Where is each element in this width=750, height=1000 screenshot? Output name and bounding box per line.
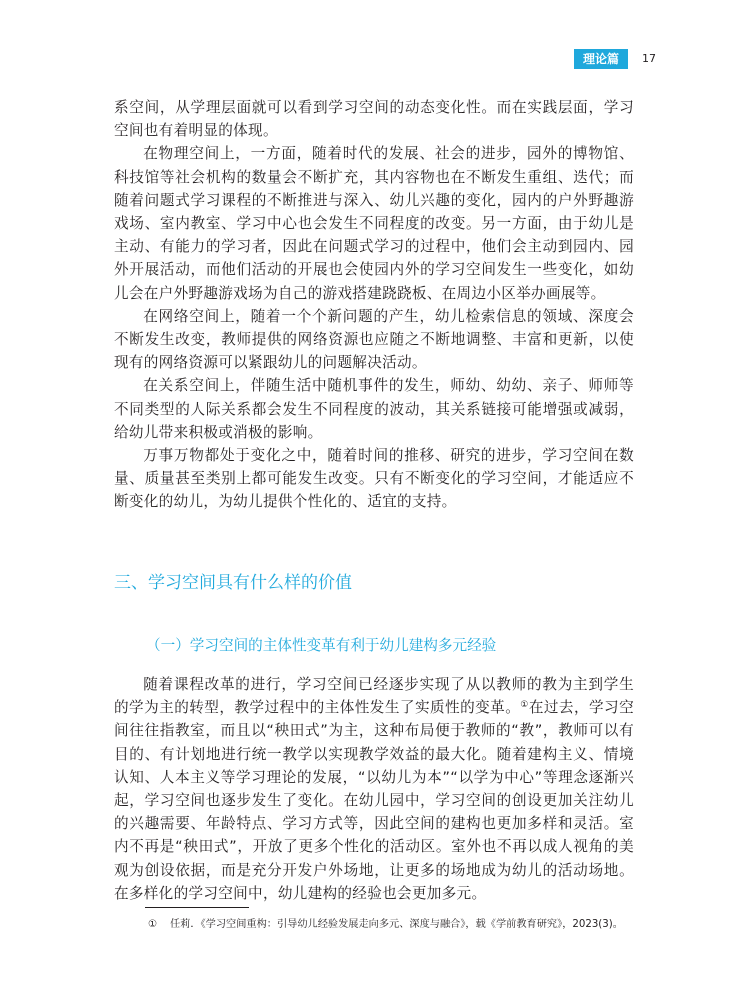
paragraph: 万事万物都处于变化之中，随着时间的推移、研究的进步，学习空间在数量、质量甚至类别上都可能发生改变。只有不断变化的学习空间，才能适应不断变化的幼儿，为幼儿提供个性化的、适宜的支持。 xyxy=(114,447,634,511)
section-heading: 三、学习空间具有什么样的价值 xyxy=(114,573,352,593)
body-text-top xyxy=(114,96,634,514)
page-number: 17 xyxy=(642,52,657,65)
footnote-reference[interactable]: ① xyxy=(520,700,529,711)
footnote-text: 任莉．《学习空间重构：引导幼儿经验发展走向多元、深度与融合》，载《学前教育研究》，2023(3)。 xyxy=(170,919,623,930)
section-tag: 理论篇 xyxy=(574,49,628,69)
paragraph: 在关系空间上，伴随生活中随机事件的发生，师幼、幼幼、亲子、师师等不同类型的人际关系都会发生不同程度的波动，其关系链接可能增强或减弱，给幼儿带来积极或消极的影响。 xyxy=(114,377,634,441)
body-text-bottom xyxy=(114,673,634,905)
paragraph: 在网络空间上，随着一个个新问题的产生，幼儿检索信息的领域、深度会不断发生改变，教师提供的网络资源也应随之不断地调整、丰富和更新，以使现有的网络资源可以紧跟幼儿的问题解决活动。 xyxy=(114,307,634,372)
paragraph: 系空间，从学理层面就可以看到学习空间的动态变化性。而在实践层面，学习空间也有着明显的体现。 xyxy=(114,99,634,140)
paragraph-part: 在过去，学习空间往往指教室，而且以“秧田式”为主，这种布局便于教师的“教”，教师可以有目的、有计划地进行统一教学以实现教学效益的最大化。随着建构主义、情境认知、人本主义等学习理论的发展，“以幼儿为本”“以学为中心”等理念逐渐兴起，学习空间也逐步发生了变化。在幼儿园中，学习空间的创设更加关注幼儿的兴趣需要、年龄特点、学习方式等，因此空间的建构也更加多样和灵活。室内不再是“秧田式”，开放了更多个性化的活动区。室外也不再以成人视角的美观为创设依据，而是充分开发户外场地，让更多的场地成为幼儿的活动场地。在多样化的学习空间中，幼儿建构的经验也会更加多元。 xyxy=(114,699,634,902)
page-header xyxy=(574,49,656,69)
paragraph: 在物理空间上，一方面，随着时代的发展、社会的进步，园外的博物馆、科技馆等社会机构的数量会不断扩充，其内容物也在不断发生重组、迭代；而随着问题式学习课程的不断推进与深入、幼儿兴趣的变化，园内的户外野趣游戏场、室内教室、学习中心也会发生不同程度的改变。另一方面，由于幼儿是主动、有能力的学习者，因此在问题式学习的过程中，他们会主动到园内、园外开展活动，而他们活动的开展也会使园内外的学习空间发生一些变化，如幼儿会在户外野趣游戏场为自己的游戏搭建跷跷板、在周边小区举办画展等。 xyxy=(114,145,634,302)
footnote-divider xyxy=(145,907,249,908)
footnote xyxy=(148,918,668,932)
paragraph-part: 随着课程改革的进行，学习空间已经逐步实现了从以教师的教为主到学生的学为主的转型，教学过程中的主体性发生了实质性的变革。 xyxy=(114,676,634,717)
footnote-mark: ① xyxy=(148,919,158,930)
subsection-heading: （一）学习空间的主体性变革有利于幼儿建构多元经验 xyxy=(146,637,497,654)
paragraph xyxy=(114,673,634,905)
